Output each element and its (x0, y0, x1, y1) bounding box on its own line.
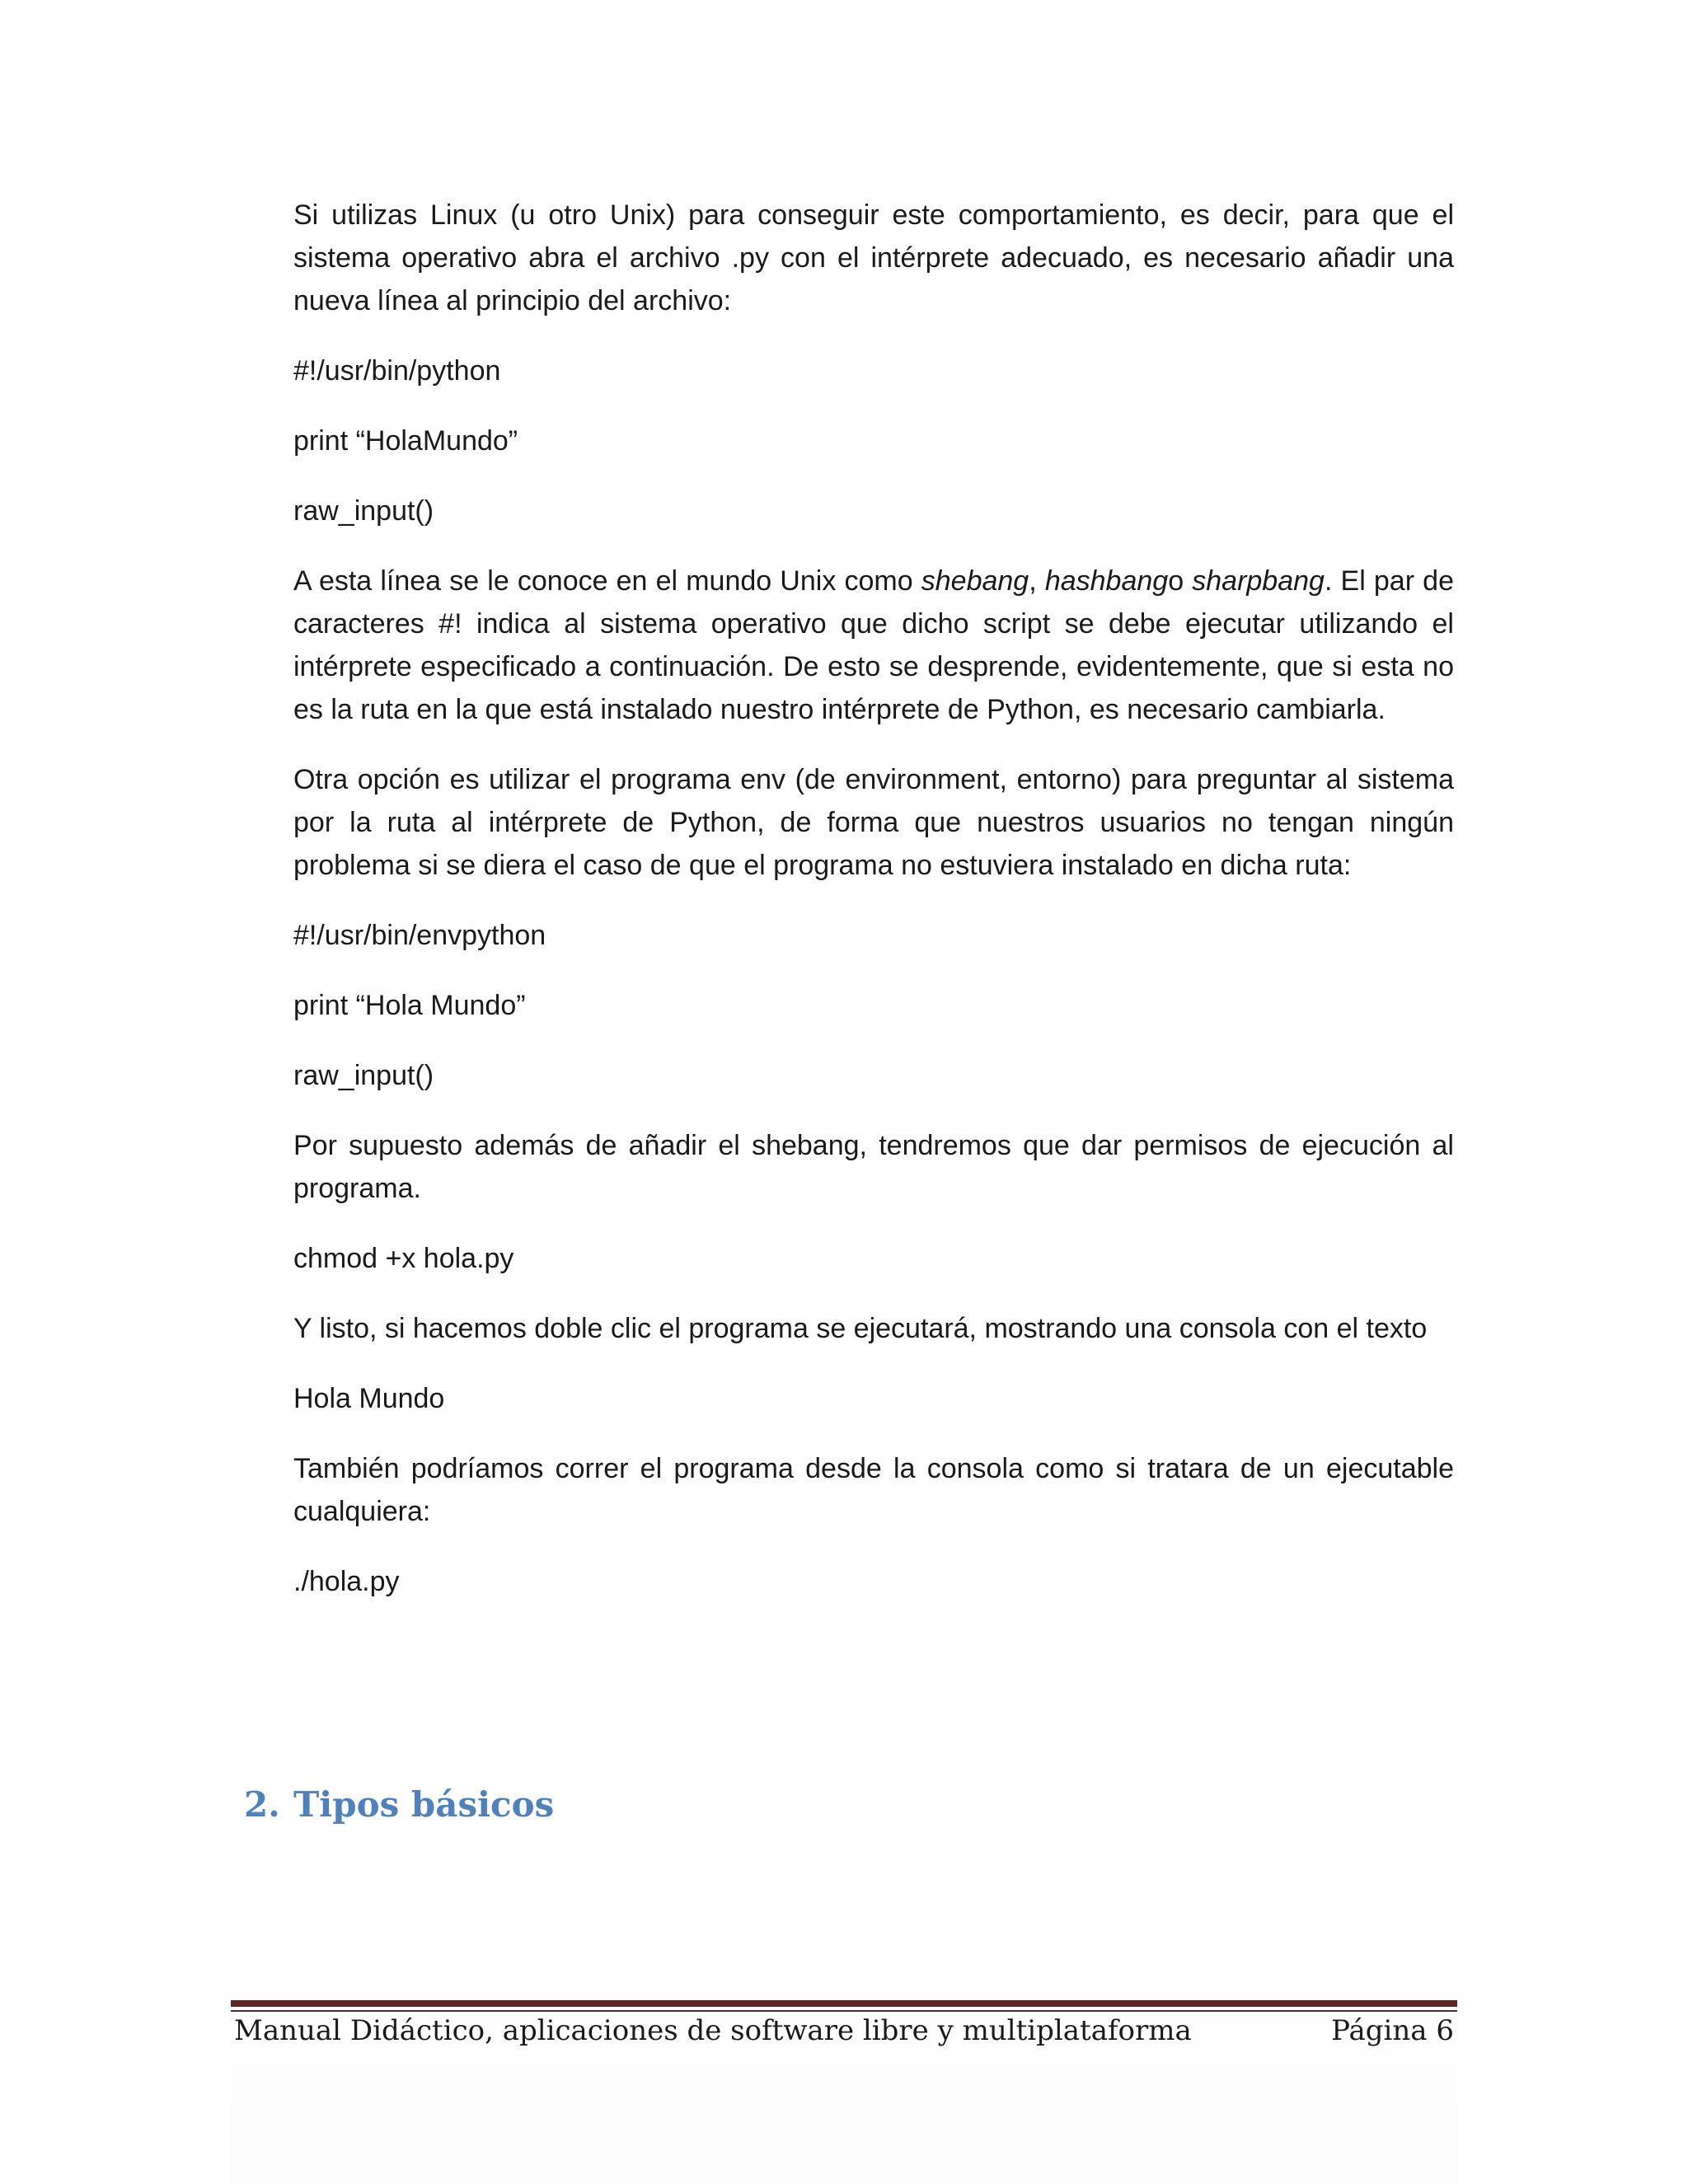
code-line-output: Hola Mundo (293, 1383, 445, 1414)
section-heading (244, 1784, 554, 1825)
code-line-env-shebang: #!/usr/bin/envpython (293, 920, 546, 951)
text-run: A esta línea se le conoce en el mundo Unix como (293, 565, 921, 597)
footer-document-title: Manual Didáctico, aplicaciones de software libre y multiplataforma (234, 2014, 1192, 2047)
footer-page-number: Página 6 (1331, 2014, 1454, 2047)
paragraph-env-option: Otra opción es utilizar el programa env (de environment, entorno) para preguntar al sistema por la ruta al intérprete de Python, de forma que nuestros usuarios no tengan ningún problema si se diera el caso de que el programa no estuviera instalado en dicha ruta: (293, 764, 1454, 881)
paragraph-linux-shebang-intro: Si utilizas Linux (u otro Unix) para conseguir este comportamiento, es decir, para que el sistema operativo abra el archivo .py con el intérprete adecuado, es necesario añadir una nueva línea al principio del archivo: (293, 199, 1454, 316)
section-title: Tipos básicos (293, 1784, 555, 1825)
term-sharpbang: sharpbang (1192, 565, 1325, 597)
code-line-raw-input-2: raw_input() (293, 1060, 434, 1091)
text-run: , (1029, 565, 1045, 597)
paragraph-run-from-console: También podríamos correr el programa desde la consola como si tratara de un ejecutable cualquiera: (293, 1453, 1454, 1527)
body-text (293, 194, 1454, 1630)
text-run: . El par de caracteres #! indica al sistema operativo que dicho script se debe ejecutar utilizando el intérprete especificado a continuación. De esto se desprende, evidentemente, que si esta no es la ruta en la que está instalado nuestro intérprete de Python, es necesario cambiarla. (293, 565, 1454, 725)
code-line-shebang-path: #!/usr/bin/python (293, 355, 501, 387)
code-line-print: print “HolaMundo” (293, 425, 518, 457)
section-number: 2. (244, 1784, 280, 1825)
text-run: o (1168, 565, 1193, 597)
code-line-print-hola: print “Hola Mundo” (293, 990, 526, 1021)
footer-rule-thin (231, 2010, 1457, 2012)
code-line-run-command: ./hola.py (293, 1566, 400, 1597)
footer-rule-thick (231, 2000, 1457, 2007)
paragraph-shebang-explanation (293, 560, 1454, 731)
term-hashbang: hashbang (1044, 565, 1169, 597)
paragraph-double-click: Y listo, si hacemos doble clic el programa se ejecutará, mostrando una consola con el texto (293, 1313, 1428, 1344)
page-footer (234, 2014, 1454, 2055)
code-line-chmod: chmod +x hola.py (293, 1243, 514, 1274)
term-shebang: shebang (921, 565, 1029, 597)
paragraph-permissions: Por supuesto además de añadir el shebang, tendremos que dar permisos de ejecución al programa. (293, 1130, 1454, 1204)
code-line-raw-input: raw_input() (293, 495, 434, 527)
